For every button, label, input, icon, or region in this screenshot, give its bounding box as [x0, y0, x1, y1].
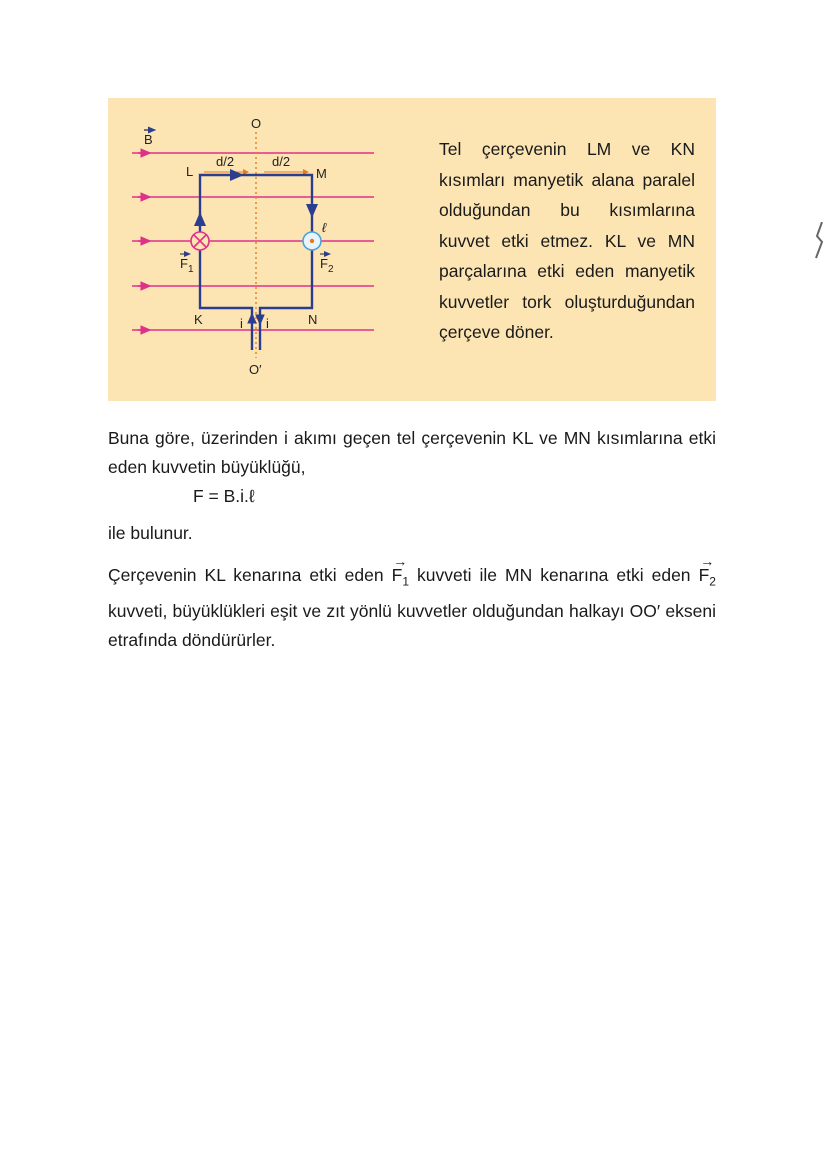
page-edge-mark — [814, 222, 824, 260]
label-L: L — [186, 164, 194, 179]
paragraph-torque — [108, 561, 716, 655]
diagram-svg — [108, 98, 408, 401]
label-d2-left: d/2 — [216, 154, 235, 169]
label-M: M — [316, 166, 327, 181]
torque-text-2: kuvveti ile MN kenarına etki eden — [417, 565, 691, 585]
label-B: B — [144, 132, 153, 147]
F1-symbol: → $F_1$ — [392, 561, 409, 597]
force-into-page-icon — [191, 232, 209, 250]
label-K: K — [194, 312, 203, 327]
field-lines — [132, 153, 374, 330]
torque-text-1: Çerçevenin KL kenarına etki eden — [108, 565, 384, 585]
force-out-of-page-icon — [303, 232, 321, 250]
label-F2: $F_2$ — [320, 256, 334, 275]
magnetic-frame-diagram — [108, 98, 408, 401]
side-explanation: Tel çerçevenin LM ve KN kısımları manyetik alana paralel olduğundan bu kısımlarına kuvvet etki etmez. KL ve MN parçalarına etki eden manyetik kuvvetler tork oluşturduğundan çerçeve döner. — [439, 139, 695, 342]
label-d2-right: d/2 — [272, 154, 291, 169]
paragraph-result: ile bulunur. — [108, 523, 193, 543]
F2-symbol: → $F_2$ — [699, 561, 716, 597]
wire-left-branch — [200, 175, 256, 330]
formula: F = B.i.ℓ — [193, 486, 255, 506]
label-ell: ℓ — [322, 220, 327, 235]
label-N: N — [308, 312, 318, 327]
field-arrows — [138, 153, 150, 330]
label-F1: $F_1$ — [180, 256, 194, 275]
figure-box — [108, 98, 716, 401]
torque-text-3: kuvveti, büyüklükleri eşit ve zıt yönlü kuvvetler olduğundan halkayı OO′ ekseni etrafında döndürürler. — [108, 600, 716, 650]
label-O: O — [251, 116, 262, 131]
label-O-prime: O′ — [249, 362, 262, 377]
label-i-right: i — [266, 316, 269, 331]
paragraph-force-magnitude: Buna göre, üzerinden i akımı geçen tel çerçevenin KL ve MN kısımlarına etki eden kuvvetin büyüklüğü, — [108, 428, 716, 477]
wire-right-branch — [256, 175, 312, 330]
label-i-left: i — [240, 316, 243, 331]
